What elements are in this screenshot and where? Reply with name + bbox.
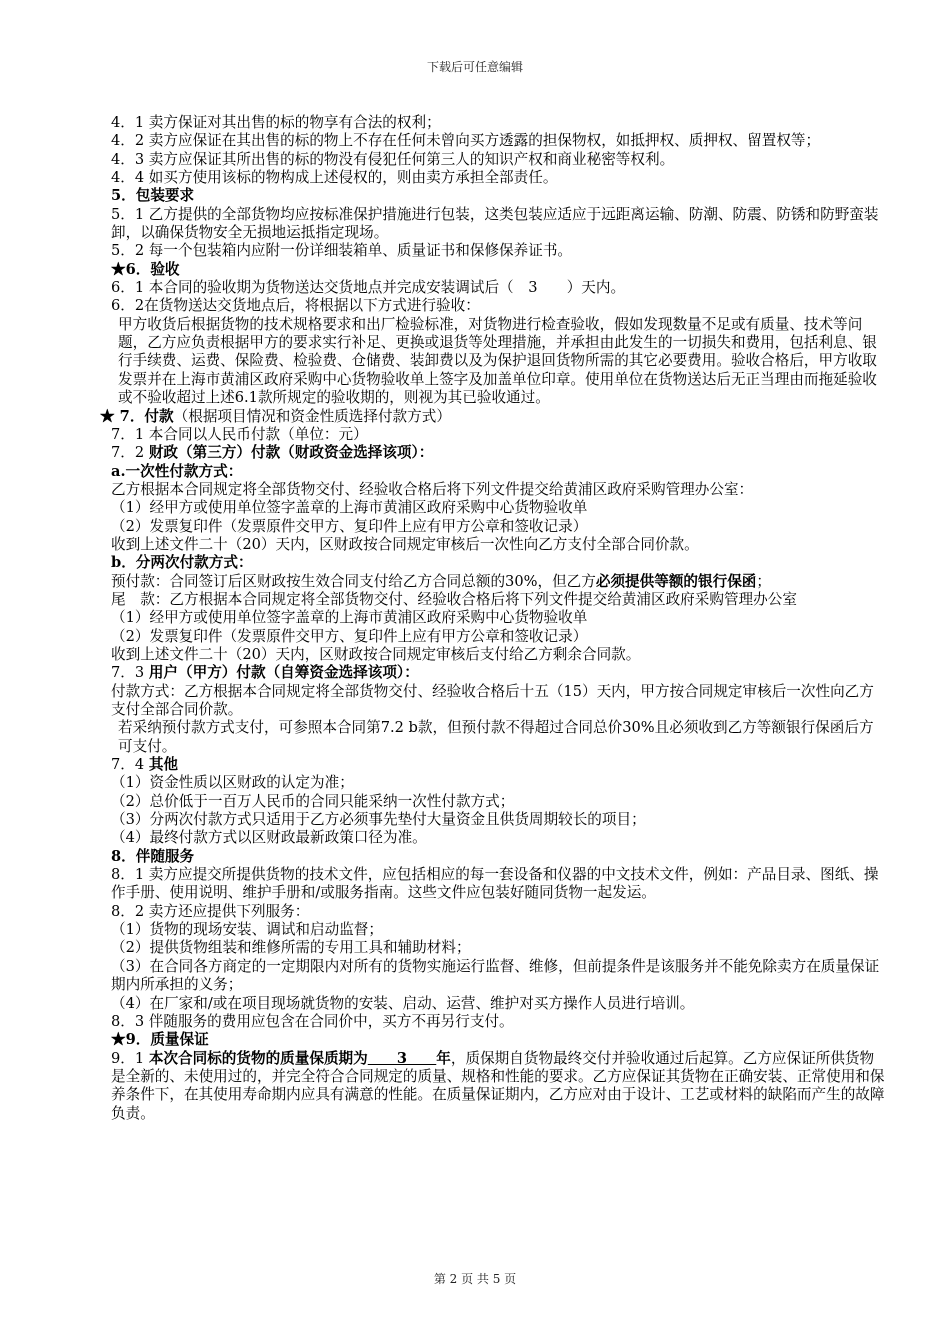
paragraph-line [80, 756, 888, 774]
paragraph-line: 8．3 伴随服务的费用应包含在合同价中，买方不再另行支付。 [111, 1012, 514, 1030]
paragraph-line: （3）在合同各方商定的一定期限内对所有的货物实施运行监督、维修，但前提条件是该服务并不能免除卖方在质量保证期内所承担的义务； [111, 957, 880, 994]
document-body [80, 114, 888, 1123]
paragraph-line: 4．4 如买方使用该标的物构成上述侵权的，则由卖方承担全部责任。 [111, 169, 558, 187]
paragraph-line [80, 444, 888, 462]
text-run: 预付款：合同签订后区财政按生效合同支付给乙方合同总额的30%，但乙方 [111, 572, 596, 590]
paragraph-line: 4．3 卖方应保证其所出售的标的物没有侵犯任何第三人的知识产权和商业秘密等权利。 [111, 150, 675, 168]
paragraph-line: 若采纳预付款方式支付，可参照本合同第7.2 b款，但预付款不得超过合同总价30%且必须收到乙方等额银行保函后方可支付。 [118, 719, 874, 755]
paragraph-line: 5．1 乙方提供的全部货物均应按标准保护措施进行包装，这类包装应适应于远距离运输、防潮、防震、防锈和防野蛮装卸，以确保货物安全无损地运抵指定现场。 [111, 205, 879, 242]
paragraph-line [80, 1050, 888, 1123]
text-run: 年 [436, 1049, 451, 1067]
paragraph-line: b．分两次付款方式： [111, 554, 253, 572]
paragraph-line [80, 664, 888, 682]
paragraph-line: 6．1 本合同的验收期为货物送达交货地点并完成安装调试后（ 3 ）天内。 [111, 279, 626, 297]
text-run: 财政（第三方）付款（财政资金选择该项）： [148, 444, 434, 462]
paragraph-line: ★9．质量保证 [111, 1031, 209, 1049]
page-footer: 第 2 页 共 5 页 [433, 1272, 517, 1286]
text-run: 7．3 [111, 664, 149, 682]
text-run: 必须提供等额的银行保函 [595, 572, 757, 590]
text-run: ； [756, 572, 772, 590]
paragraph-line: （4）最终付款方式以区财政最新政策口径为准。 [111, 829, 427, 847]
paragraph-line: 8．1 卖方应提交所提供货物的技术文件，应包括相应的每一套设备和仪器的中文技术文件，例如：产品目录、图纸、操作手册、使用说明、维护手册和/或服务指南。这些文件应包装好随同货物一起发运。 [111, 866, 879, 902]
text-run: 3 [367, 1049, 437, 1067]
paragraph-line: 4．2 卖方应保证在其出售的标的物上不存在任何未曾向买方透露的担保物权，如抵押权、质押权、留置权等； [111, 132, 821, 150]
paragraph-line: 8．2 卖方还应提供下列服务： [111, 902, 310, 920]
paragraph-line: （2）发票复印件（发票原件交甲方、复印件上应有甲方公章和签收记录） [111, 627, 588, 645]
text-run: 9．1 [111, 1049, 149, 1067]
paragraph-line: （1）经甲方或使用单位签字盖章的上海市黄浦区政府采购中心货物验收单 [111, 499, 588, 517]
paragraph-line [80, 408, 888, 426]
paragraph-line: 5．2 每一个包装箱内应附一份详细装箱单、质量证书和保修保养证书。 [111, 242, 573, 260]
text-run: 其他 [148, 756, 179, 774]
paragraph-line: （2）发票复印件（发票原件交甲方、复印件上应有甲方公章和签收记录） [111, 517, 588, 535]
paragraph-line: a.一次性付款方式： [111, 462, 243, 480]
text-run: 7．2 [111, 444, 149, 462]
text-run: 本次合同标的货物的质量保质期为 [148, 1049, 368, 1067]
paragraph-line: 5．包装要求 [111, 187, 195, 205]
paragraph-line: 付款方式：乙方根据本合同规定将全部货物交付、经验收合格后十五（15）天内，甲方按合同规定审核后一次性向乙方支付全部合同价款。 [111, 682, 874, 718]
paragraph-line: 收到上述文件二十（20）天内，区财政按合同规定审核后一次性向乙方支付全部合同价款。 [111, 535, 699, 553]
paragraph-line: （2）提供货物组装和维修所需的专用工具和辅助材料； [111, 939, 471, 957]
paragraph-line: （2）总价低于一百万人民币的合同只能采纳一次性付款方式； [111, 792, 515, 810]
paragraph-line: ★6．验收 [111, 260, 180, 278]
text-run: 用户（甲方）付款（自筹资金选择该项）： [148, 664, 419, 682]
paragraph-line: 8．伴随服务 [111, 847, 195, 865]
paragraph-line: 收到上述文件二十（20）天内，区财政按合同规定审核后支付给乙方剩余合同款。 [111, 645, 641, 663]
paragraph-line: 7．1 本合同以人民币付款（单位：元） [111, 425, 368, 443]
text-run: ，质保期自货物最终交付并验收通过后起算。乙方应保证所供货物是全新的、未使用过的，并完全符合合同规定的质量、规格和性能的要求。乙方应保证其货物在正确安装、正常使用和保养条件下，在其使用寿命期内应具有满意的性能。在质量保证期内，乙方应对由于设计、工艺或材料的缺陷而产生的故障负责。 [111, 1049, 885, 1122]
page-header: 下载后可任意编辑 [426, 60, 523, 74]
paragraph-line [80, 573, 888, 591]
text-run: 7．4 [111, 756, 149, 774]
paragraph-line: 4．1 卖方保证对其出售的标的物享有合法的权利； [111, 114, 441, 131]
text-run: （根据项目情况和资金性质选择付款方式） [173, 407, 451, 425]
paragraph-line: 6．2在货物送达交货地点后，将根据以下方式进行验收： [111, 297, 480, 315]
paragraph-line: 尾 款：乙方根据本合同规定将全部货物交付、经验收合格后将下列文件提交给黄浦区政府采购管理办公室 [111, 590, 797, 608]
paragraph-line: （1）货物的现场安装、调试和启动监督； [111, 921, 383, 939]
paragraph-line: （4）在厂家和/或在项目现场就货物的安装、启动、运营、维护对买方操作人员进行培训。 [111, 994, 695, 1012]
text-run: ★ 7．付款 [100, 407, 174, 425]
paragraph-line: （3）分两次付款方式只适用于乙方必须事先垫付大量资金且供货周期较长的项目； [111, 811, 646, 829]
paragraph-line: 甲方收货后根据货物的技术规格要求和出厂检验标准，对货物进行检查验收，假如发现数量不足或有质量、技术等问题，乙方应负责根据甲方的要求实行补足、更换或退货等处理措施，并承担由此发生的一切损失和费用，包括利息、银行手续费、运费、保险费、检验费、仓储费、装卸费以及为保护退回货物所需的其它必要费用。验收合格后，甲方收取发票并在上海市黄浦区政府采购中心货物验收单上签字及加盖单位印章。使用单位在货物送达后无正当理由而拖延验收或不验收超过上述6.1款所规定的验收期的，则视为其已验收通过。 [118, 315, 877, 407]
paragraph-line: 乙方根据本合同规定将全部货物交付、经验收合格后将下列文件提交给黄浦区政府采购管理办公室： [111, 480, 754, 498]
paragraph-line: （1）资金性质以区财政的认定为准； [111, 774, 354, 792]
paragraph-line: （1）经甲方或使用单位签字盖章的上海市黄浦区政府采购中心货物验收单 [111, 609, 588, 627]
